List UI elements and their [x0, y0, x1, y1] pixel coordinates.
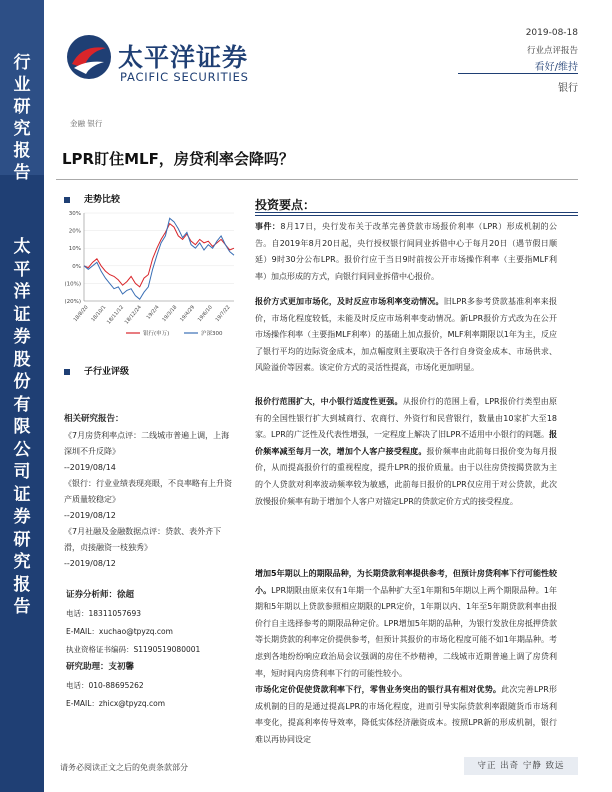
paragraph-body: 旧LPR多参考贷款基准利率来报价，市场化程度较低，未能及时反应市场利率变动情况。新LPR报价方式改为在公开市场操作利率（主要指MLF利率）的基础上加点报价，MLF利率期限以1年为主，反应了银行平均的边际资金成本，加点幅度则主要取决于各行自身资金成本、市场供求、风险溢价等因素。该定价方式的灵活性提高，市场化更加明显。	[255, 297, 557, 373]
legend-label: 银行(申万)	[143, 331, 170, 337]
sidebar-char: 司	[13, 462, 31, 482]
pacific-logo-icon	[66, 34, 112, 80]
brand-name-cn: 太平洋证券	[118, 43, 249, 72]
company-motto: 守正 出奇 宁静 致远	[464, 757, 578, 775]
analyst-heading: 证券分析师：徐超	[66, 590, 135, 600]
paragraph-body: 8月17日，央行发布关于改革完善贷款市场报价利率（LPR）形成机制的公告。自2019年8月20日起，央行授权银行间同业拆借中心于每月20日（遇节假日顺延）9时30分公布LPR。报价行应于当日9时前按公开市场操作利率（主要指MLF利率）加点形成的方式，向银行间同业拆借中心报价。	[255, 222, 558, 281]
y-tick-label: 30%	[68, 211, 81, 217]
bullet-square-icon	[64, 369, 70, 375]
sidebar-char: 券	[13, 507, 31, 527]
subindustry-heading	[64, 364, 129, 377]
related-report-date: --2019/08/14	[64, 463, 116, 472]
paragraph-lead: 事件：	[255, 222, 281, 231]
sidebar-char: 研	[13, 529, 31, 550]
sidebar-char: 份	[13, 372, 31, 392]
paragraph-five-year	[255, 566, 557, 682]
sidebar-char: 券	[13, 327, 31, 347]
paragraph-pricing	[255, 294, 557, 377]
header-divider	[458, 73, 578, 74]
sidebar-char: 行	[13, 53, 31, 73]
assistant-heading: 研究助理：支初馨	[66, 662, 135, 672]
trend-heading	[64, 192, 120, 205]
sidebar-char: 洋	[13, 282, 31, 302]
related-report-title[interactable]: 《银行：行业业绩表现亮眼，不良率略有上升资产质量较稳定》	[64, 479, 232, 504]
sidebar-char: 限	[13, 417, 31, 437]
page-title: LPR盯住MLF，房贷利率会降吗？	[62, 150, 294, 168]
paragraph-event	[255, 219, 557, 285]
trend-chart	[56, 207, 246, 345]
sidebar-char: 报	[13, 574, 31, 595]
sidebar-char: 究	[13, 552, 31, 572]
report-type: 行业点评报告	[526, 46, 578, 56]
heading-divider	[255, 212, 578, 213]
sidebar-char: 告	[13, 163, 31, 183]
assistant-phone: 电话：010-88695262	[66, 681, 144, 690]
subindustry-heading-text: 子行业评级	[84, 367, 130, 377]
related-report-date: --2019/08/12	[64, 511, 116, 520]
y-tick-label: (20%)	[64, 299, 81, 305]
related-report-date: --2019/08/12	[64, 559, 116, 568]
x-tick-label: 19/3/18	[161, 304, 179, 324]
sidebar-label-company	[0, 236, 44, 619]
y-tick-label: (10%)	[64, 281, 81, 288]
paragraph-scope	[255, 394, 557, 510]
breadcrumb: 金融 银行	[70, 119, 103, 128]
brand-name-en: PACIFIC SECURITIES	[120, 70, 249, 84]
x-tick-label: 18/10/1	[90, 304, 108, 324]
paragraph-lead: 报价方式更加市场化，及时反应市场利率变动情况。	[255, 297, 444, 306]
legend-label: 沪深300	[201, 331, 223, 337]
x-tick-label: 19/2/4	[145, 304, 161, 321]
sidebar-char: 告	[13, 597, 31, 617]
sidebar-char: 究	[13, 119, 31, 139]
y-tick-label: 10%	[68, 246, 81, 253]
bullet-square-icon	[64, 197, 70, 203]
industry-rating: 看好/维持	[534, 62, 578, 73]
analyst-phone: 电话：18311057693	[66, 609, 141, 618]
investment-highlights-heading: 投资要点：	[255, 198, 316, 212]
related-report-title[interactable]: 《7月社融及金融数据点评：贷款、表外齐下滑，贞接融资一枝独秀》	[64, 527, 222, 552]
trend-chart-svg	[56, 207, 246, 345]
paragraph-lead: 增加5年期以上的期限品种，为长期贷款利率提供参考，但预计房贷利率下行可能性较小。	[255, 569, 557, 595]
disclaimer-note: 请务必阅读正文之后的免责条款部分	[60, 763, 188, 772]
paragraph-retail	[255, 682, 557, 748]
sidebar-char: 公	[13, 439, 31, 460]
heading-divider	[255, 215, 578, 216]
sidebar-char: 业	[13, 75, 31, 95]
sidebar-char: 证	[13, 304, 31, 325]
paragraph-lead: 市场化定价促使贷款利率下行，零售业务突出的银行具有相对优势。	[255, 685, 502, 694]
paragraph-body: 从报价行的范围上看，LPR报价行类型由原有的全国性银行扩大到城商行、农商行、外资行和民营银行，数量由10家扩大至18家。LPR的广泛性及代表性增强，一定程度上解决了旧LPR不适用中小银行的问题。	[255, 397, 558, 440]
y-tick-label: 0%	[72, 263, 81, 270]
sidebar-char: 平	[13, 259, 31, 280]
x-tick-label: 19/7/22	[214, 304, 232, 324]
y-tick-label: 20%	[68, 228, 81, 235]
x-tick-label: 18/11/12	[105, 304, 126, 326]
paragraph-body: 此次完善LPR形成机制的目的是通过提高LPR的市场化程度，进而引导实际贷款利率跟随货币市场利率变化，提高利率传导效率，降低实体经济融资成本。按照LPR新的形成机制，银行难以再协同设定	[255, 685, 558, 744]
x-tick-label: 18/8/20	[72, 304, 90, 324]
trend-heading-text: 走势比较	[84, 195, 121, 205]
analyst-email[interactable]: E-MAIL：xuchao@tpyzq.com	[66, 627, 173, 636]
sector-label: 银行	[558, 83, 578, 94]
paragraph-body: 报价频率由此前每日报价变为每月报价，从而提高报价行的重视程度，提升LPR的报价质量。由于以往房贷按揭贷款为主的个人贷款对利率波动频率较为敏感，此前每日报价的LPR仅应用于对公贷款，此次放慢报价频率有助于增加个人客户对锚定LPR的贷款定价方式的接受程度。	[255, 446, 557, 506]
analyst-license: 执业资格证书编码：S1190519080001	[66, 645, 201, 654]
title-divider	[56, 179, 578, 180]
sidebar-char: 报	[13, 141, 31, 161]
x-tick-label: 18/12/24	[123, 304, 143, 326]
sidebar-char: 研	[13, 97, 31, 117]
sidebar-label-report-type	[0, 52, 44, 184]
related-reports-heading: 相关研究报告：	[64, 414, 124, 424]
sidebar-char: 太	[13, 237, 31, 257]
paragraph-lead: 报价行范围扩大，中小银行适度性更强。	[255, 397, 403, 406]
sidebar-char: 股	[13, 349, 31, 370]
assistant-email[interactable]: E-MAIL：zhicx@tpyzq.com	[66, 699, 166, 708]
paragraph-body: LPR期限由原来仅有1年期一个品种扩大至1年期和5年期以上两个期限品种。1年期和5年期以上贷款参照相应期限的LPR定价，1年期以内、1年至5年期贷款利率由报价行自主选择参考的期限品种定价。LPR增加5年期的品种，为银行发放住房抵押贷款等长期贷款的利率定价提供参考，但预计其报价的市场化程度可能不如1年期品种。考虑到各地纷纷响应政治局会议强调的房住不炒精神，二线城市近期普遍上调了房贷利率，短时间内房贷利率下行的可能性较小。	[255, 585, 557, 678]
sidebar-char: 证	[13, 484, 31, 505]
paragraph-lead: 报价频率减至每月一次，增加个人客户接受程度。	[255, 430, 557, 456]
report-date: 2019-08-18	[525, 28, 578, 38]
x-tick-label: 19/4/29	[179, 304, 197, 324]
sidebar-char: 有	[13, 394, 31, 415]
series-line	[84, 224, 234, 287]
x-tick-label: 19/6/10	[196, 304, 214, 324]
related-report-title[interactable]: 《7月房贷利率点评：二线城市普遍上调，上海深圳不升反降》	[64, 431, 230, 456]
